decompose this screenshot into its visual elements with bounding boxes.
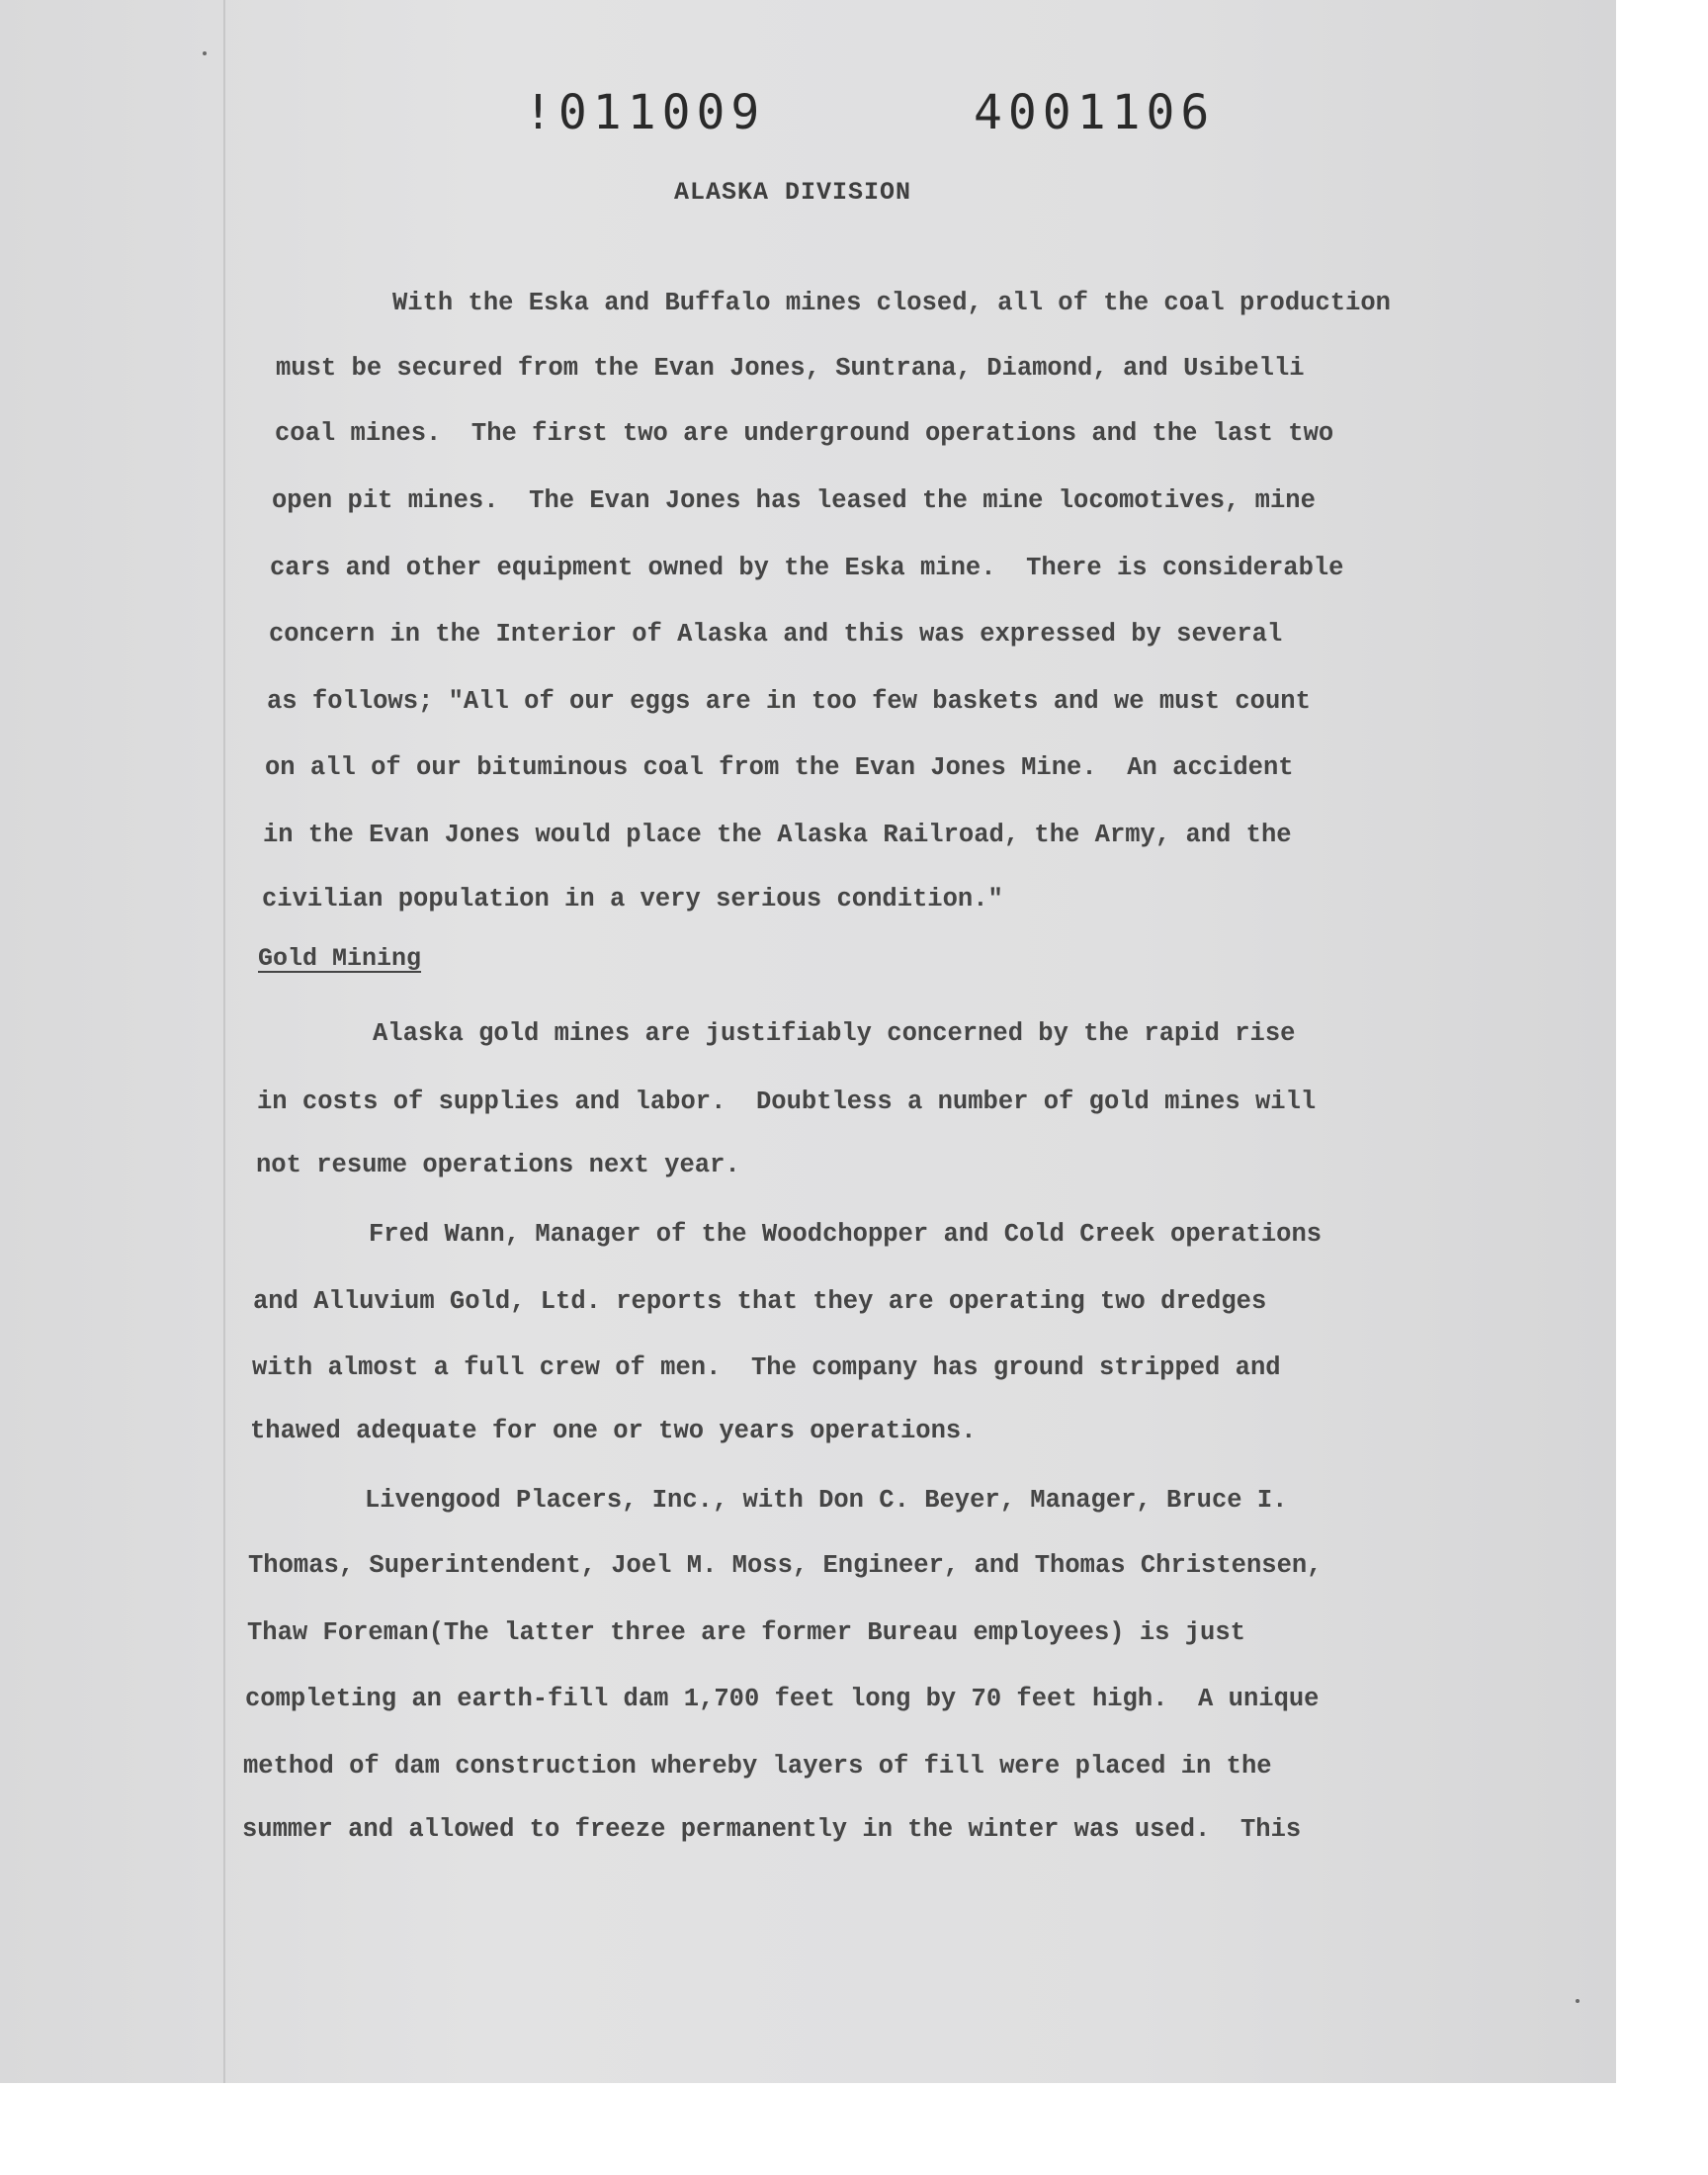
dust-speck — [1576, 1999, 1580, 2003]
text-line: in the Evan Jones would place the Alaska Railroad, the Army, and the — [263, 821, 1292, 849]
text-line: Thomas, Superintendent, Joel M. Moss, Engineer, and Thomas Christensen, — [248, 1551, 1323, 1580]
text-line: completing an earth-fill dam 1,700 feet long by 70 feet high. A unique — [245, 1685, 1320, 1713]
text-line: method of dam construction whereby layers of fill were placed in the — [243, 1752, 1272, 1781]
text-line: Livengood Placers, Inc., with Don C. Beyer, Manager, Bruce I. — [365, 1486, 1288, 1515]
page-fold-shadow — [223, 0, 225, 2083]
page-title: ALASKA DIVISION — [674, 178, 912, 207]
dust-speck — [203, 51, 207, 55]
text-line: concern in the Interior of Alaska and this was expressed by several — [269, 620, 1283, 649]
text-line: Alaska gold mines are justifiably concerned by the rapid rise — [373, 1019, 1296, 1048]
document-number-stamp: ǃ011009 — [524, 85, 766, 140]
text-line: not resume operations next year. — [256, 1151, 740, 1179]
text-line: with almost a full crew of men. The company has ground stripped and — [252, 1353, 1281, 1382]
text-line: open pit mines. The Evan Jones has leased the mine locomotives, mine — [272, 486, 1316, 515]
text-line: civilian population in a very serious condition." — [262, 885, 1003, 914]
document-number-stamp: 4001106 — [974, 85, 1216, 140]
text-line: cars and other equipment owned by the Eska mine. There is considerable — [270, 554, 1344, 582]
text-line: must be secured from the Evan Jones, Suntrana, Diamond, and Usibelli — [276, 354, 1305, 383]
text-line: thawed adequate for one or two years operations. — [250, 1417, 977, 1445]
text-line: With the Eska and Buffalo mines closed, all of the coal production — [392, 289, 1391, 317]
text-line: on all of our bituminous coal from the Evan Jones Mine. An accident — [265, 753, 1294, 782]
text-line: summer and allowed to freeze permanently in the winter was used. This — [242, 1815, 1302, 1844]
text-line: and Alluvium Gold, Ltd. reports that they are operating two dredges — [253, 1287, 1267, 1316]
text-line: as follows; "All of our eggs are in too few baskets and we must count — [267, 687, 1311, 716]
text-line: Thaw Foreman(The latter three are former Bureau employees) is just — [247, 1618, 1245, 1647]
section-heading: Gold Mining — [258, 944, 422, 973]
text-line: coal mines. The first two are underground operations and the last two — [275, 419, 1334, 448]
text-line: Fred Wann, Manager of the Woodchopper and Cold Creek operations — [369, 1220, 1323, 1249]
text-line: in costs of supplies and labor. Doubtless a number of gold mines will — [257, 1088, 1317, 1116]
